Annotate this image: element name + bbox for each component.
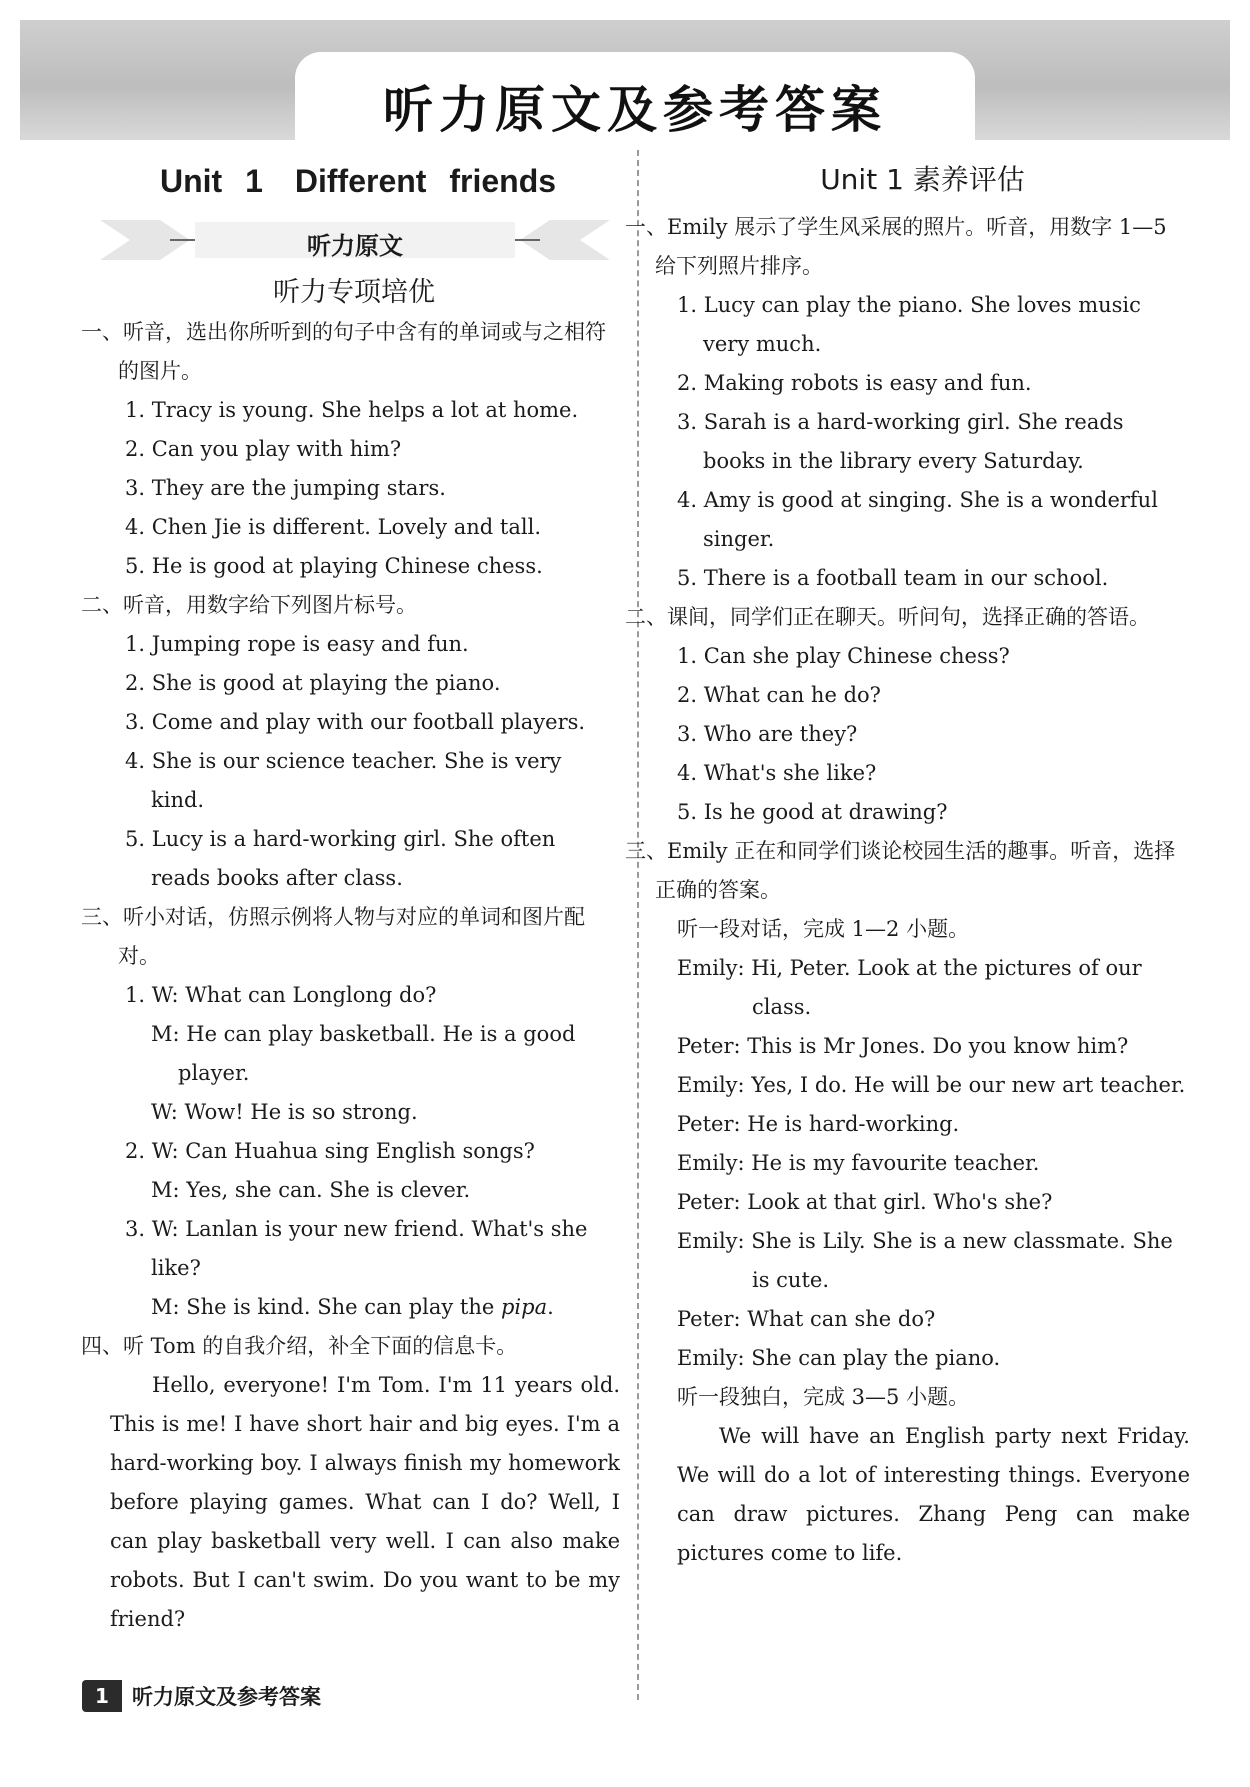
section-heading: 二、课间，同学们正在聊天。听问句，选择正确的答语。 [625, 605, 1150, 629]
section-heading: 三、听小对话，仿照示例将人物与对应的单词和图片配对。 [81, 905, 585, 968]
list-item: 3. Come and play with our football players. [125, 710, 586, 734]
dialog-line: W: Wow! He is so strong. [151, 1100, 418, 1124]
dialog-line: Emily: Hi, Peter. Look at the pictures of our class. [677, 956, 1142, 1019]
italic-word: pipa [500, 1295, 548, 1319]
unit-title: Unit 1 Different friends [160, 163, 557, 199]
dialog-line: Emily: He is my favourite teacher. [677, 1151, 1040, 1175]
dialog-text: M: She is kind. She can play the [151, 1295, 501, 1319]
dialog-line: 2. W: Can Huahua sing English songs? [125, 1139, 535, 1163]
list-item: 5. Lucy is a hard-working girl. She often reads books after class. [125, 827, 556, 890]
list-item: 1. Jumping rope is easy and fun. [125, 632, 469, 656]
list-item: 2. Making robots is easy and fun. [677, 371, 1032, 395]
list-item: 4. Chen Jie is different. Lovely and tall. [125, 515, 541, 539]
dialog-text: . [547, 1295, 554, 1319]
dialog-line: Peter: This is Mr Jones. Do you know him? [677, 1034, 1129, 1058]
list-item: 2. She is good at playing the piano. [125, 671, 501, 695]
page-footer [82, 1680, 321, 1712]
dialog-line: M: He can play basketball. He is a good player. [151, 1022, 576, 1085]
list-item: 2. Can you play with him? [125, 437, 402, 461]
list-item: 5. There is a football team in our school. [677, 566, 1109, 590]
list-item: 3. Sarah is a hard-working girl. She reads books in the library every Saturday. [677, 410, 1124, 473]
list-item: 1. Lucy can play the piano. She loves music very much. [677, 293, 1141, 356]
section-heading: 二、听音，用数字给下列图片标号。 [81, 593, 417, 617]
dialog-line [88, 1288, 620, 1327]
list-item: 4. She is our science teacher. She is very kind. [125, 749, 562, 812]
dialog-line: Emily: She is Lily. She is a new classmate. She is cute. [677, 1229, 1173, 1292]
column-divider [637, 150, 639, 1700]
list-item: 5. Is he good at drawing? [677, 800, 948, 824]
dialog-line: 3. W: Lanlan is your new friend. What's she like? [125, 1217, 588, 1280]
dialog-line: Peter: He is hard-working. [677, 1112, 960, 1136]
footer-label: 听力原文及参考答案 [132, 1685, 321, 1709]
dialog-line: Emily: Yes, I do. He will be our new art teacher. [677, 1073, 1186, 1097]
section-heading: 一、Emily 展示了学生风采展的照片。听音，用数字 1—5 给下列照片排序。 [625, 215, 1167, 278]
section-ribbon [100, 218, 610, 262]
instruction: 听一段对话，完成 1—2 小题。 [677, 917, 970, 941]
section-subtitle: 听力专项培优 [273, 277, 435, 308]
page-title: 听力原文及参考答案 [383, 81, 887, 139]
list-item: 3. Who are they? [677, 722, 858, 746]
page-number: 1 [82, 1680, 122, 1712]
list-item: 2. What can he do? [677, 683, 881, 707]
instruction: 听一段独白，完成 3—5 小题。 [677, 1385, 970, 1409]
dialog-line: M: Yes, she can. She is clever. [151, 1178, 471, 1202]
assessment-title: Unit 1 素养评估 [820, 163, 1025, 196]
right-column [625, 140, 1190, 1573]
section-heading: 四、听 Tom 的自我介绍，补全下面的信息卡。 [81, 1334, 518, 1358]
dialog-line: Peter: What can she do? [677, 1307, 936, 1331]
list-item: 1. Can she play Chinese chess? [677, 644, 1010, 668]
dialog-line: 1. W: What can Longlong do? [125, 983, 437, 1007]
paragraph: Hello, everyone! I'm Tom. I'm 11 years old. This is me! I have short hair and big eyes. I'm a hard-working boy. I always finish my homework before playing games. What can I do? Well, I can play basketball very well. I can also make robots. But I can't swim. Do you want to be my friend? [110, 1373, 620, 1631]
list-item: 4. Amy is good at singing. She is a wonderful singer. [677, 488, 1158, 551]
dialog-line: Peter: Look at that girl. Who's she? [677, 1190, 1053, 1214]
left-column [81, 140, 620, 1639]
section-heading: 一、听音，选出你所听到的句子中含有的单词或与之相符的图片。 [81, 320, 606, 383]
list-item: 1. Tracy is young. She helps a lot at home. [125, 398, 579, 422]
section-heading: 三、Emily 正在和同学们谈论校园生活的趣事。听音，选择正确的答案。 [625, 839, 1176, 902]
list-item: 4. What's she like? [677, 761, 877, 785]
list-item: 3. They are the jumping stars. [125, 476, 446, 500]
ribbon-label: 听力原文 [307, 232, 403, 260]
paragraph: We will have an English party next Friday. We will do a lot of interesting things. Everyone can draw pictures. Zhang Peng can make pictures come to life. [677, 1424, 1190, 1565]
dialog-line: Emily: She can play the piano. [677, 1346, 1001, 1370]
list-item: 5. He is good at playing Chinese chess. [125, 554, 543, 578]
